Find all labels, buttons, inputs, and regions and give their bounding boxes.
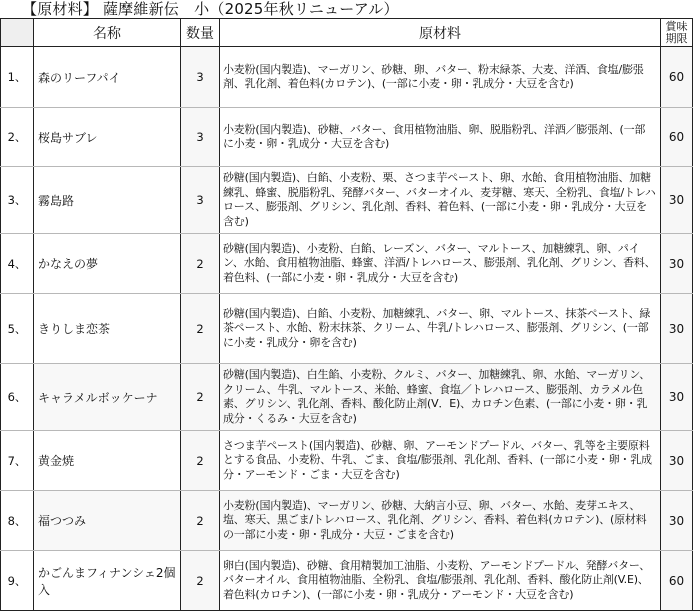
ingredients-table [0, 18, 700, 611]
product-shelf-life: 30 [661, 364, 693, 431]
product-name: かなえの夢 [34, 234, 181, 294]
header-index [1, 19, 34, 47]
product-quantity: 2 [181, 234, 220, 294]
row-index: 7、 [1, 431, 34, 491]
product-quantity: 3 [181, 167, 220, 234]
product-quantity: 3 [181, 108, 220, 167]
row-index: 9、 [1, 551, 34, 611]
product-name: かごんまフィナンシェ2個入 [34, 551, 181, 611]
product-shelf-life: 30 [661, 234, 693, 294]
product-shelf-life: 60 [661, 108, 693, 167]
table-row [1, 431, 700, 491]
product-name: 黄金焼 [34, 431, 181, 491]
table-row [1, 108, 700, 167]
table-row [1, 167, 700, 234]
table-edge [693, 19, 700, 47]
product-name: 森のリーフパイ [34, 47, 181, 108]
table-row [1, 364, 700, 431]
header-quantity: 数量 [181, 19, 220, 47]
product-shelf-life: 30 [661, 491, 693, 551]
product-shelf-life: 60 [661, 551, 693, 611]
row-index: 8、 [1, 491, 34, 551]
table-row [1, 47, 700, 108]
page-title: 【原材料】 薩摩維新伝 小（2025年秋リニューアル） [22, 0, 399, 19]
row-index: 5、 [1, 294, 34, 364]
product-quantity: 3 [181, 47, 220, 108]
table-row [1, 491, 700, 551]
header-shelf-life: 賞味期限 [661, 19, 693, 47]
product-ingredients: さつま芋ペースト(国内製造)、砂糖、卵、アーモンドプードル、バター、乳等を主要原料とする食品、小麦粉、牛乳、ごま、食塩/膨張剤、乳化剤、香料、(一部に小麦・卵・乳成分・アーモンド・ごま・大豆を含む) [220, 431, 661, 491]
header-ingredients: 原材料 [220, 19, 661, 47]
product-ingredients: 砂糖(国内製造)、白餡、小麦粉、加糖練乳、バター、卵、マルトース、抹茶ペースト、緑茶ペースト、水飴、粉末抹茶、クリーム、牛乳/トレハロース、膨張剤、グリシン、(一部に小麦・乳成分・卵を含む) [220, 294, 661, 364]
row-index: 4、 [1, 234, 34, 294]
product-ingredients: 小麦粉(国内製造)、マーガリン、砂糖、卵、バター、粉末緑茶、大麦、洋酒、食塩/膨張剤、乳化剤、着色料(カロテン)、(一部に小麦・卵・乳成分・大豆を含む) [220, 47, 661, 108]
product-ingredients: 小麦粉(国内製造)、マーガリン、砂糖、大納言小豆、卵、バター、水飴、麦芽エキス、塩、寒天、黒ごま/トレハロース、乳化剤、グリシン、香料、着色料(カロテン)、(原材料の一部に小麦・卵・乳成分・大豆・ごまを含む) [220, 491, 661, 551]
product-ingredients: 卵白(国内製造)、砂糖、食用精製加工油脂、小麦粉、アーモンドプードル、発酵バター、バターオイル、食用植物油脂、全粉乳、食塩/膨張剤、乳化剤、香料、酸化防止剤(V.E)、着色料(カロチン)、(一部に小麦・卵・乳成分・アーモンド・大豆を含む) [220, 551, 661, 611]
row-index: 3、 [1, 167, 34, 234]
product-shelf-life: 30 [661, 167, 693, 234]
product-name: 福つつみ [34, 491, 181, 551]
product-shelf-life: 60 [661, 47, 693, 108]
product-ingredients: 砂糖(国内製造)、白生餡、小麦粉、クルミ、バター、加糖練乳、卵、水飴、マーガリン、クリーム、牛乳、マルトース、米飴、蜂蜜、食塩／トレハロース、膨張剤、カラメル色素、グリシン、乳化剤、香料、酸化防止剤(V．E)、カロチン色素、(一部に小麦・卵・乳成分・くるみ・大豆を含む) [220, 364, 661, 431]
row-index: 2、 [1, 108, 34, 167]
product-quantity: 2 [181, 551, 220, 611]
table-row [1, 294, 700, 364]
header-row [1, 19, 700, 47]
header-name: 名称 [34, 19, 181, 47]
row-index: 6、 [1, 364, 34, 431]
product-ingredients: 砂糖(国内製造)、小麦粉、白餡、レーズン、バター、マルトース、加糖練乳、卵、パイン、水飴、食用植物油脂、蜂蜜、洋酒/トレハロース、膨張剤、乳化剤、グリシン、香料、着色料、(一部に小麦・卵・乳成分・大豆を含む) [220, 234, 661, 294]
row-index: 1、 [1, 47, 34, 108]
product-name: 桜島サブレ [34, 108, 181, 167]
table-row [1, 234, 700, 294]
product-quantity: 2 [181, 491, 220, 551]
product-name: きりしま恋茶 [34, 294, 181, 364]
product-quantity: 2 [181, 364, 220, 431]
product-shelf-life: 30 [661, 431, 693, 491]
product-name: 霧島路 [34, 167, 181, 234]
product-ingredients: 砂糖(国内製造)、白餡、小麦粉、栗、さつま芋ペースト、卵、水飴、食用植物油脂、加糖練乳、蜂蜜、脱脂粉乳、発酵バター、バターオイル、麦芽糖、寒天、全粉乳、食塩/トレハロース、膨張剤、グリシン、乳化剤、香料、着色料、(一部に小麦・卵・乳成分・大豆を含む) [220, 167, 661, 234]
product-quantity: 2 [181, 294, 220, 364]
product-ingredients: 小麦粉(国内製造)、砂糖、バター、食用植物油脂、卵、脱脂粉乳、洋酒／膨張剤、(一部に小麦・卵・乳成分・大豆を含む) [220, 108, 661, 167]
product-quantity: 2 [181, 431, 220, 491]
product-name: キャラメルボッケーナ [34, 364, 181, 431]
product-shelf-life: 30 [661, 294, 693, 364]
